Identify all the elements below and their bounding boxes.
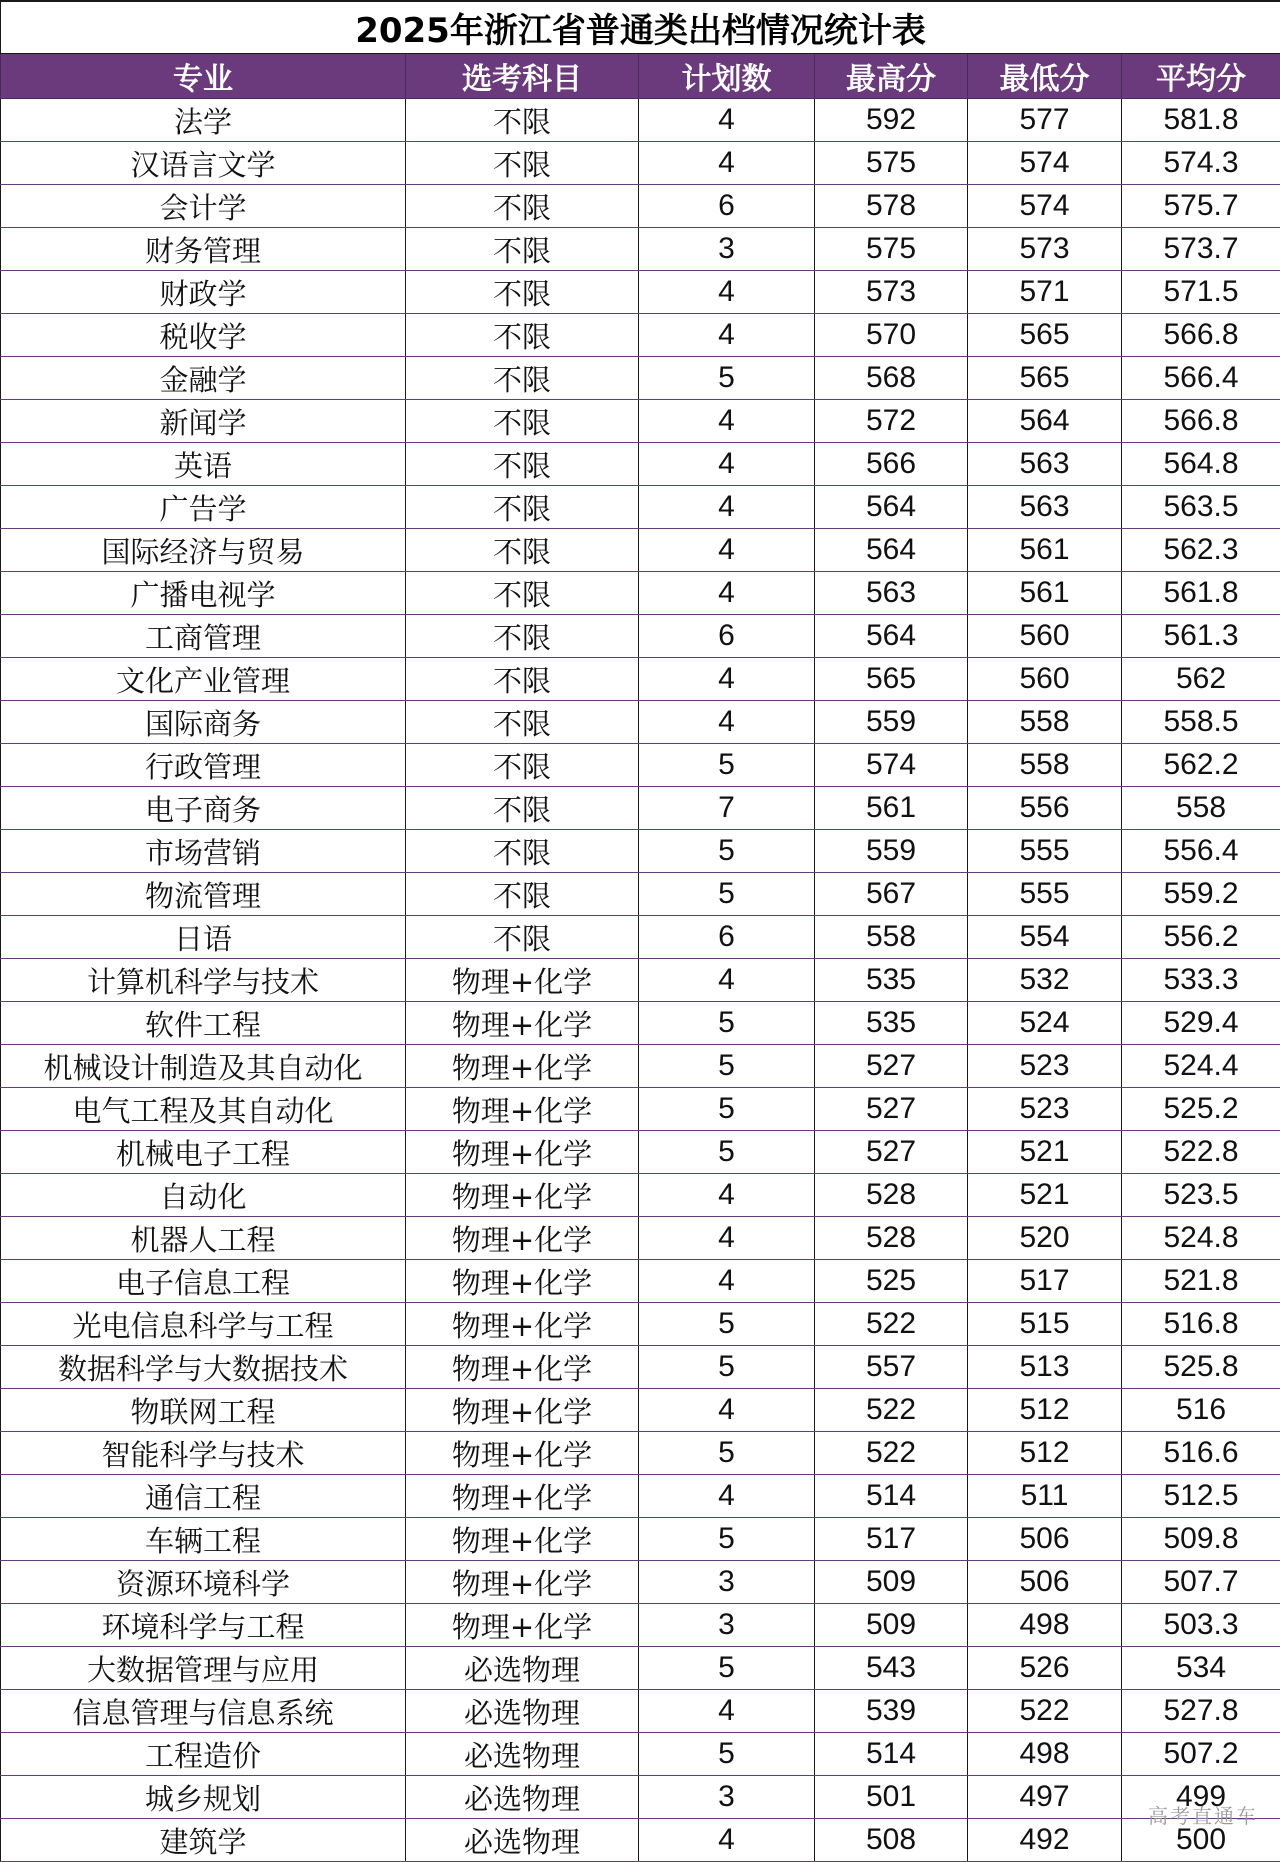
table-row <box>1 1389 1280 1432</box>
cell-min: 556 <box>968 787 1122 830</box>
cell-min: 506 <box>968 1518 1122 1561</box>
cell-plan: 5 <box>639 1002 815 1045</box>
col-header-plan: 计划数 <box>639 54 815 99</box>
cell-max: 535 <box>815 1002 968 1045</box>
table-row <box>1 1604 1280 1647</box>
table-row <box>1 1303 1280 1346</box>
cell-subjects: 不限 <box>406 916 639 959</box>
cell-avg: 575.7 <box>1122 185 1280 228</box>
cell-avg: 564.8 <box>1122 443 1280 486</box>
cell-max: 564 <box>815 486 968 529</box>
cell-major: 车辆工程 <box>1 1518 406 1561</box>
cell-max: 574 <box>815 744 968 787</box>
cell-subjects: 不限 <box>406 228 639 271</box>
cell-subjects: 物理+化学 <box>406 1131 639 1174</box>
cell-avg: 516.8 <box>1122 1303 1280 1346</box>
cell-avg: 507.7 <box>1122 1561 1280 1604</box>
cell-major: 工商管理 <box>1 615 406 658</box>
table-row <box>1 1346 1280 1389</box>
cell-avg: 509.8 <box>1122 1518 1280 1561</box>
cell-major: 税收学 <box>1 314 406 357</box>
cell-major: 物联网工程 <box>1 1389 406 1432</box>
cell-max: 578 <box>815 185 968 228</box>
cell-subjects: 物理+化学 <box>406 1432 639 1475</box>
cell-max: 568 <box>815 357 968 400</box>
table-row <box>1 529 1280 572</box>
cell-avg: 573.7 <box>1122 228 1280 271</box>
cell-major: 市场营销 <box>1 830 406 873</box>
cell-avg: 581.8 <box>1122 99 1280 142</box>
cell-avg: 499 <box>1122 1776 1280 1819</box>
cell-major: 通信工程 <box>1 1475 406 1518</box>
cell-plan: 5 <box>639 830 815 873</box>
cell-plan: 5 <box>639 873 815 916</box>
table-body <box>1 99 1280 1862</box>
cell-min: 532 <box>968 959 1122 1002</box>
cell-plan: 5 <box>639 1088 815 1131</box>
cell-major: 国际商务 <box>1 701 406 744</box>
cell-avg: 534 <box>1122 1647 1280 1690</box>
cell-major: 汉语言文学 <box>1 142 406 185</box>
cell-min: 523 <box>968 1088 1122 1131</box>
table-row <box>1 185 1280 228</box>
cell-subjects: 不限 <box>406 271 639 314</box>
table-row <box>1 1432 1280 1475</box>
cell-plan: 6 <box>639 916 815 959</box>
table-row <box>1 1174 1280 1217</box>
cell-max: 561 <box>815 787 968 830</box>
cell-min: 563 <box>968 443 1122 486</box>
cell-max: 570 <box>815 314 968 357</box>
cell-max: 527 <box>815 1045 968 1088</box>
cell-min: 560 <box>968 615 1122 658</box>
cell-plan: 5 <box>639 744 815 787</box>
cell-plan: 6 <box>639 615 815 658</box>
table-row <box>1 1518 1280 1561</box>
table-row <box>1 1045 1280 1088</box>
table-row <box>1 1776 1280 1819</box>
cell-major: 财政学 <box>1 271 406 314</box>
cell-plan: 4 <box>639 529 815 572</box>
cell-min: 571 <box>968 271 1122 314</box>
cell-plan: 5 <box>639 1131 815 1174</box>
cell-subjects: 不限 <box>406 314 639 357</box>
col-header-major: 专业 <box>1 54 406 99</box>
cell-min: 565 <box>968 357 1122 400</box>
cell-plan: 5 <box>639 1045 815 1088</box>
cell-max: 573 <box>815 271 968 314</box>
cell-min: 520 <box>968 1217 1122 1260</box>
cell-avg: 558.5 <box>1122 701 1280 744</box>
cell-plan: 4 <box>639 314 815 357</box>
cell-plan: 4 <box>639 443 815 486</box>
cell-subjects: 物理+化学 <box>406 1217 639 1260</box>
cell-max: 563 <box>815 572 968 615</box>
table-row <box>1 142 1280 185</box>
cell-major: 广告学 <box>1 486 406 529</box>
cell-min: 526 <box>968 1647 1122 1690</box>
cell-max: 572 <box>815 400 968 443</box>
cell-avg: 563.5 <box>1122 486 1280 529</box>
cell-min: 555 <box>968 873 1122 916</box>
cell-min: 521 <box>968 1131 1122 1174</box>
watermark: 高考直通车 <box>1148 1800 1258 1829</box>
cell-plan: 4 <box>639 1475 815 1518</box>
table-row <box>1 1733 1280 1776</box>
cell-avg: 561.3 <box>1122 615 1280 658</box>
table-row <box>1 701 1280 744</box>
cell-min: 574 <box>968 185 1122 228</box>
cell-min: 577 <box>968 99 1122 142</box>
table-row <box>1 271 1280 314</box>
cell-max: 527 <box>815 1131 968 1174</box>
cell-plan: 5 <box>639 1303 815 1346</box>
cell-max: 558 <box>815 916 968 959</box>
table-row <box>1 916 1280 959</box>
cell-avg: 566.8 <box>1122 400 1280 443</box>
cell-avg: 523.5 <box>1122 1174 1280 1217</box>
cell-subjects: 不限 <box>406 701 639 744</box>
cell-major: 文化产业管理 <box>1 658 406 701</box>
cell-major: 大数据管理与应用 <box>1 1647 406 1690</box>
cell-max: 522 <box>815 1389 968 1432</box>
cell-avg: 559.2 <box>1122 873 1280 916</box>
cell-min: 506 <box>968 1561 1122 1604</box>
cell-min: 523 <box>968 1045 1122 1088</box>
table-row <box>1 1131 1280 1174</box>
cell-max: 564 <box>815 529 968 572</box>
cell-subjects: 不限 <box>406 400 639 443</box>
cell-min: 565 <box>968 314 1122 357</box>
cell-avg: 562 <box>1122 658 1280 701</box>
cell-min: 513 <box>968 1346 1122 1389</box>
cell-min: 497 <box>968 1776 1122 1819</box>
cell-plan: 4 <box>639 959 815 1002</box>
cell-min: 517 <box>968 1260 1122 1303</box>
table-row <box>1 400 1280 443</box>
cell-major: 自动化 <box>1 1174 406 1217</box>
cell-plan: 4 <box>639 1217 815 1260</box>
cell-min: 512 <box>968 1389 1122 1432</box>
cell-avg: 524.8 <box>1122 1217 1280 1260</box>
cell-plan: 5 <box>639 1346 815 1389</box>
table-row <box>1 744 1280 787</box>
cell-max: 592 <box>815 99 968 142</box>
col-header-max: 最高分 <box>815 54 968 99</box>
table-row <box>1 830 1280 873</box>
cell-avg: 556.4 <box>1122 830 1280 873</box>
table-row <box>1 658 1280 701</box>
cell-subjects: 物理+化学 <box>406 1045 639 1088</box>
cell-subjects: 不限 <box>406 357 639 400</box>
cell-subjects: 不限 <box>406 142 639 185</box>
cell-avg: 571.5 <box>1122 271 1280 314</box>
cell-max: 564 <box>815 615 968 658</box>
cell-major: 广播电视学 <box>1 572 406 615</box>
table-row <box>1 357 1280 400</box>
cell-max: 575 <box>815 142 968 185</box>
cell-major: 城乡规划 <box>1 1776 406 1819</box>
cell-max: 559 <box>815 830 968 873</box>
table-row <box>1 1002 1280 1045</box>
cell-subjects: 必选物理 <box>406 1690 639 1733</box>
cell-max: 559 <box>815 701 968 744</box>
cell-plan: 4 <box>639 400 815 443</box>
table-row <box>1 486 1280 529</box>
cell-major: 工程造价 <box>1 1733 406 1776</box>
cell-plan: 5 <box>639 1733 815 1776</box>
cell-subjects: 不限 <box>406 99 639 142</box>
cell-max: 567 <box>815 873 968 916</box>
cell-min: 554 <box>968 916 1122 959</box>
cell-avg: 566.4 <box>1122 357 1280 400</box>
header-row <box>1 54 1280 99</box>
cell-plan: 4 <box>639 99 815 142</box>
col-header-min: 最低分 <box>968 54 1122 99</box>
cell-plan: 4 <box>639 271 815 314</box>
cell-min: 574 <box>968 142 1122 185</box>
cell-subjects: 不限 <box>406 443 639 486</box>
cell-min: 560 <box>968 658 1122 701</box>
cell-plan: 4 <box>639 1174 815 1217</box>
cell-subjects: 物理+化学 <box>406 1518 639 1561</box>
cell-min: 512 <box>968 1432 1122 1475</box>
cell-max: 501 <box>815 1776 968 1819</box>
cell-subjects: 物理+化学 <box>406 1604 639 1647</box>
cell-avg: 558 <box>1122 787 1280 830</box>
cell-min: 498 <box>968 1733 1122 1776</box>
col-header-subjects: 选考科目 <box>406 54 639 99</box>
table-row <box>1 1690 1280 1733</box>
cell-major: 智能科学与技术 <box>1 1432 406 1475</box>
cell-max: 522 <box>815 1432 968 1475</box>
cell-major: 信息管理与信息系统 <box>1 1690 406 1733</box>
cell-plan: 4 <box>639 142 815 185</box>
cell-avg: 521.8 <box>1122 1260 1280 1303</box>
table-row <box>1 615 1280 658</box>
cell-plan: 7 <box>639 787 815 830</box>
cell-major: 数据科学与大数据技术 <box>1 1346 406 1389</box>
cell-subjects: 不限 <box>406 486 639 529</box>
cell-major: 会计学 <box>1 185 406 228</box>
cell-min: 555 <box>968 830 1122 873</box>
cell-major: 物流管理 <box>1 873 406 916</box>
cell-min: 498 <box>968 1604 1122 1647</box>
cell-subjects: 必选物理 <box>406 1776 639 1819</box>
cell-avg: 500 <box>1122 1819 1280 1862</box>
cell-major: 国际经济与贸易 <box>1 529 406 572</box>
cell-subjects: 必选物理 <box>406 1733 639 1776</box>
cell-max: 517 <box>815 1518 968 1561</box>
cell-subjects: 物理+化学 <box>406 1346 639 1389</box>
table-row <box>1 1260 1280 1303</box>
cell-plan: 3 <box>639 1604 815 1647</box>
cell-max: 565 <box>815 658 968 701</box>
cell-plan: 4 <box>639 486 815 529</box>
cell-major: 光电信息科学与工程 <box>1 1303 406 1346</box>
table-row <box>1 1088 1280 1131</box>
cell-plan: 4 <box>639 1690 815 1733</box>
cell-plan: 6 <box>639 185 815 228</box>
cell-avg: 561.8 <box>1122 572 1280 615</box>
cell-min: 492 <box>968 1819 1122 1862</box>
table-row <box>1 314 1280 357</box>
cell-subjects: 物理+化学 <box>406 959 639 1002</box>
cell-plan: 4 <box>639 1260 815 1303</box>
cell-plan: 4 <box>639 1389 815 1432</box>
table-row <box>1 959 1280 1002</box>
table-row <box>1 1561 1280 1604</box>
table-row <box>1 787 1280 830</box>
cell-major: 法学 <box>1 99 406 142</box>
cell-major: 电子信息工程 <box>1 1260 406 1303</box>
cell-max: 543 <box>815 1647 968 1690</box>
cell-avg: 516 <box>1122 1389 1280 1432</box>
cell-avg: 529.4 <box>1122 1002 1280 1045</box>
table-row <box>1 1647 1280 1690</box>
table-row <box>1 1475 1280 1518</box>
cell-max: 539 <box>815 1690 968 1733</box>
cell-major: 新闻学 <box>1 400 406 443</box>
cell-avg: 516.6 <box>1122 1432 1280 1475</box>
cell-max: 535 <box>815 959 968 1002</box>
table-row <box>1 873 1280 916</box>
cell-min: 524 <box>968 1002 1122 1045</box>
cell-min: 561 <box>968 572 1122 615</box>
cell-max: 527 <box>815 1088 968 1131</box>
cell-plan: 5 <box>639 1518 815 1561</box>
table-row <box>1 1819 1280 1862</box>
cell-subjects: 物理+化学 <box>406 1303 639 1346</box>
cell-avg: 525.2 <box>1122 1088 1280 1131</box>
cell-subjects: 不限 <box>406 873 639 916</box>
cell-max: 514 <box>815 1733 968 1776</box>
cell-subjects: 物理+化学 <box>406 1475 639 1518</box>
cell-avg: 574.3 <box>1122 142 1280 185</box>
cell-subjects: 不限 <box>406 529 639 572</box>
cell-min: 558 <box>968 701 1122 744</box>
cell-major: 资源环境科学 <box>1 1561 406 1604</box>
cell-avg: 512.5 <box>1122 1475 1280 1518</box>
cell-avg: 522.8 <box>1122 1131 1280 1174</box>
cell-major: 行政管理 <box>1 744 406 787</box>
cell-min: 515 <box>968 1303 1122 1346</box>
table-row <box>1 99 1280 142</box>
cell-plan: 3 <box>639 228 815 271</box>
cell-major: 建筑学 <box>1 1819 406 1862</box>
cell-max: 525 <box>815 1260 968 1303</box>
cell-major: 环境科学与工程 <box>1 1604 406 1647</box>
cell-subjects: 不限 <box>406 787 639 830</box>
cell-avg: 524.4 <box>1122 1045 1280 1088</box>
cell-major: 计算机科学与技术 <box>1 959 406 1002</box>
cell-subjects: 不限 <box>406 572 639 615</box>
cell-avg: 562.2 <box>1122 744 1280 787</box>
cell-plan: 5 <box>639 357 815 400</box>
cell-max: 509 <box>815 1561 968 1604</box>
cell-subjects: 不限 <box>406 658 639 701</box>
table-row <box>1 228 1280 271</box>
cell-plan: 3 <box>639 1776 815 1819</box>
cell-avg: 503.3 <box>1122 1604 1280 1647</box>
cell-subjects: 不限 <box>406 744 639 787</box>
cell-plan: 5 <box>639 1647 815 1690</box>
cell-subjects: 不限 <box>406 615 639 658</box>
cell-max: 575 <box>815 228 968 271</box>
table-row <box>1 1217 1280 1260</box>
table-row <box>1 443 1280 486</box>
cell-plan: 3 <box>639 1561 815 1604</box>
cell-min: 561 <box>968 529 1122 572</box>
cell-major: 英语 <box>1 443 406 486</box>
cell-max: 528 <box>815 1217 968 1260</box>
cell-subjects: 物理+化学 <box>406 1002 639 1045</box>
cell-max: 514 <box>815 1475 968 1518</box>
table-title: 2025年浙江省普通类出档情况统计表 <box>1 1 1280 54</box>
cell-plan: 4 <box>639 701 815 744</box>
cell-plan: 4 <box>639 572 815 615</box>
cell-major: 金融学 <box>1 357 406 400</box>
cell-max: 557 <box>815 1346 968 1389</box>
cell-major: 机械电子工程 <box>1 1131 406 1174</box>
cell-avg: 533.3 <box>1122 959 1280 1002</box>
cell-avg: 527.8 <box>1122 1690 1280 1733</box>
cell-major: 软件工程 <box>1 1002 406 1045</box>
cell-subjects: 物理+化学 <box>406 1561 639 1604</box>
cell-avg: 566.8 <box>1122 314 1280 357</box>
cell-avg: 556.2 <box>1122 916 1280 959</box>
cell-plan: 5 <box>639 1432 815 1475</box>
cell-min: 564 <box>968 400 1122 443</box>
cell-max: 508 <box>815 1819 968 1862</box>
cell-major: 机械设计制造及其自动化 <box>1 1045 406 1088</box>
cell-major: 日语 <box>1 916 406 959</box>
cell-subjects: 必选物理 <box>406 1819 639 1862</box>
cell-major: 机器人工程 <box>1 1217 406 1260</box>
cell-min: 522 <box>968 1690 1122 1733</box>
cell-subjects: 必选物理 <box>406 1647 639 1690</box>
cell-avg: 525.8 <box>1122 1346 1280 1389</box>
cell-major: 电子商务 <box>1 787 406 830</box>
cell-min: 521 <box>968 1174 1122 1217</box>
cell-max: 509 <box>815 1604 968 1647</box>
cell-major: 电气工程及其自动化 <box>1 1088 406 1131</box>
cell-subjects: 物理+化学 <box>406 1260 639 1303</box>
cell-subjects: 物理+化学 <box>406 1088 639 1131</box>
cell-min: 511 <box>968 1475 1122 1518</box>
cell-min: 558 <box>968 744 1122 787</box>
cell-major: 财务管理 <box>1 228 406 271</box>
cell-subjects: 不限 <box>406 185 639 228</box>
cell-subjects: 物理+化学 <box>406 1174 639 1217</box>
cell-subjects: 不限 <box>406 830 639 873</box>
cell-plan: 4 <box>639 1819 815 1862</box>
cell-max: 522 <box>815 1303 968 1346</box>
cell-max: 528 <box>815 1174 968 1217</box>
col-header-avg: 平均分 <box>1122 54 1280 99</box>
cell-plan: 4 <box>639 658 815 701</box>
cell-avg: 507.2 <box>1122 1733 1280 1776</box>
cell-min: 573 <box>968 228 1122 271</box>
cell-min: 563 <box>968 486 1122 529</box>
cell-subjects: 物理+化学 <box>406 1389 639 1432</box>
cell-max: 566 <box>815 443 968 486</box>
table-row <box>1 572 1280 615</box>
cell-avg: 562.3 <box>1122 529 1280 572</box>
